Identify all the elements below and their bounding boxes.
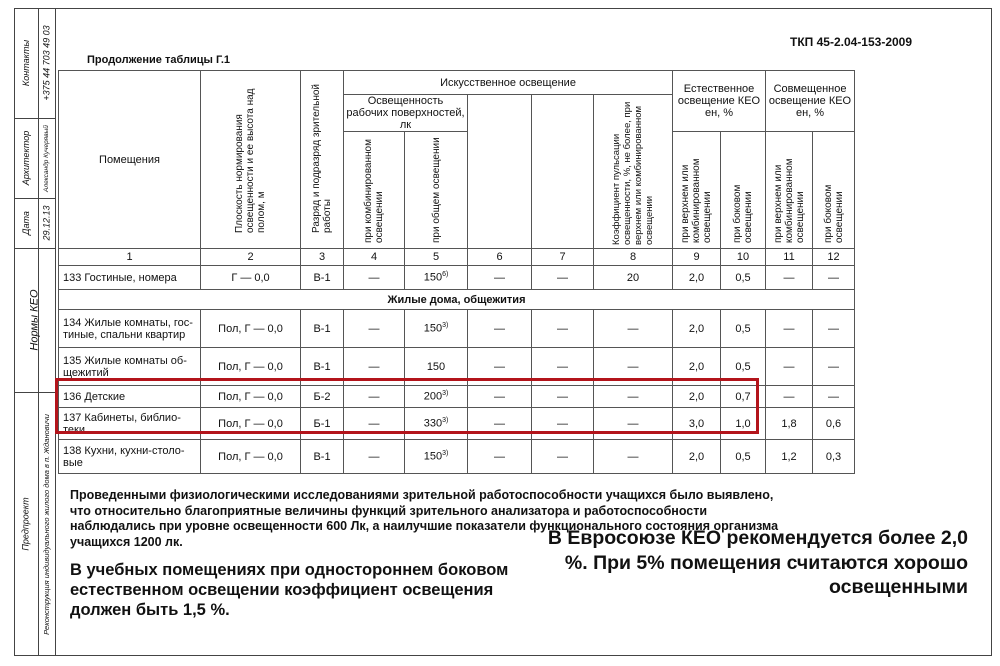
stamp-topic: Нормы КЕО: [28, 289, 41, 351]
table-row: 133 Гостиные, номера Г — 0,0 В-1 — 150$^{6)}$ — — 20 2,0 0,5 — —: [59, 266, 855, 290]
header-illuminance: Освещенность рабочих поверхностей, лк: [344, 95, 468, 132]
research-note: Проведенными физиологическими исследованиями зрительной работоспособности учащихся было выявлено, что относительно благоприятные величины функций зрительного анализатора и работоспособности наблюдались при уровне освещенности 600 Лк, а наилучшие показатели функционального состояния организма учащихся 1200 лк.: [70, 488, 779, 549]
header-general: при общем освещении: [405, 132, 468, 249]
header-plane: Плоскость нормирования освещенности и ее высота над полом, м: [201, 71, 301, 249]
header-premises: Помещения: [59, 71, 201, 249]
group-row-residential: Жилые дома, общежития: [59, 290, 855, 310]
header-natural-side: при боковом освещении: [721, 132, 766, 249]
eu-note: В Евросоюзе КЕО рекомендуется более 2,0 %. При 5% помещения считаются хорошо освещенными: [547, 527, 968, 598]
stamp-date-value: 29.12.13: [41, 205, 52, 241]
table-continuation-title: Продолжение таблицы Г.1: [87, 54, 230, 66]
column-numbers-row: 1 2 3 4 5 6 7 8 9 10 11 12: [59, 249, 855, 266]
header-category: Разряд и подразряд зрительной работы: [301, 71, 344, 249]
header-mixed: Совмещенное освещение КЕО eн, %: [766, 71, 855, 132]
stamp-architect-label: Архитектор: [21, 130, 32, 186]
stamp-date-label: Дата: [21, 211, 31, 235]
stamp-architect-name: Александр Кучерявый: [43, 124, 50, 192]
stamp-project-title: Реконструкция индивидуального жилого дома в п. Ждановичи: [42, 413, 52, 635]
header-mixed-side: при боковом освещении: [813, 132, 855, 249]
table-row: 137 Кабинеты, библио- теки Пол, Г — 0,0 Б-1 — 330$^{3)}$ — — — 3,0 1,0 1,8 0,6: [59, 408, 855, 440]
table-row: 138 Кухни, кухни-столо- вые Пол, Г — 0,0 В-1 — 150$^{3)}$ — — — 2,0 0,5 1,2 0,3: [59, 440, 855, 474]
header-artificial: Искусственное освещение: [344, 71, 673, 95]
header-combined: при комбинированном освещении: [344, 132, 405, 249]
stamp-contacts-label: Контакты: [21, 39, 32, 87]
table-row: 134 Жилые комнаты, гос- тиные, спальни квартир Пол, Г — 0,0 В-1 — 150$^{3)}$ — — — 2,0 0,5 — —: [59, 310, 855, 348]
header-mixed-top: при верхнем или комбинированном освещении: [766, 132, 813, 249]
stamp-phone: +375 44 703 49 03: [41, 25, 52, 101]
document-code: ТКП 45-2.04-153-2009: [790, 35, 913, 49]
header-pulsation: Коэффициент пульсации освещенности, %, не более, при верхнем или комбинированном освещении: [594, 95, 673, 249]
stamp-stage: Предпроект: [21, 497, 32, 551]
highlight-box: [55, 378, 759, 434]
table-row: 135 Жилые комнаты об- щежитий Пол, Г — 0,0 В-1 — 150 — — — 2,0 0,5 — —: [59, 348, 855, 386]
table-row: 136 Детские Пол, Г — 0,0 Б-2 — 200$^{3)}$ — — — 2,0 0,7 — —: [59, 386, 855, 408]
school-note: В учебных помещениях при одностороннем боковом естественном освещении коэффициент освещения должен быть 1,5 %.: [70, 561, 509, 619]
header-natural-top: при верхнем или комбинированном освещении: [673, 132, 721, 249]
header-natural: Естественное освещение КЕО eн, %: [673, 71, 766, 132]
